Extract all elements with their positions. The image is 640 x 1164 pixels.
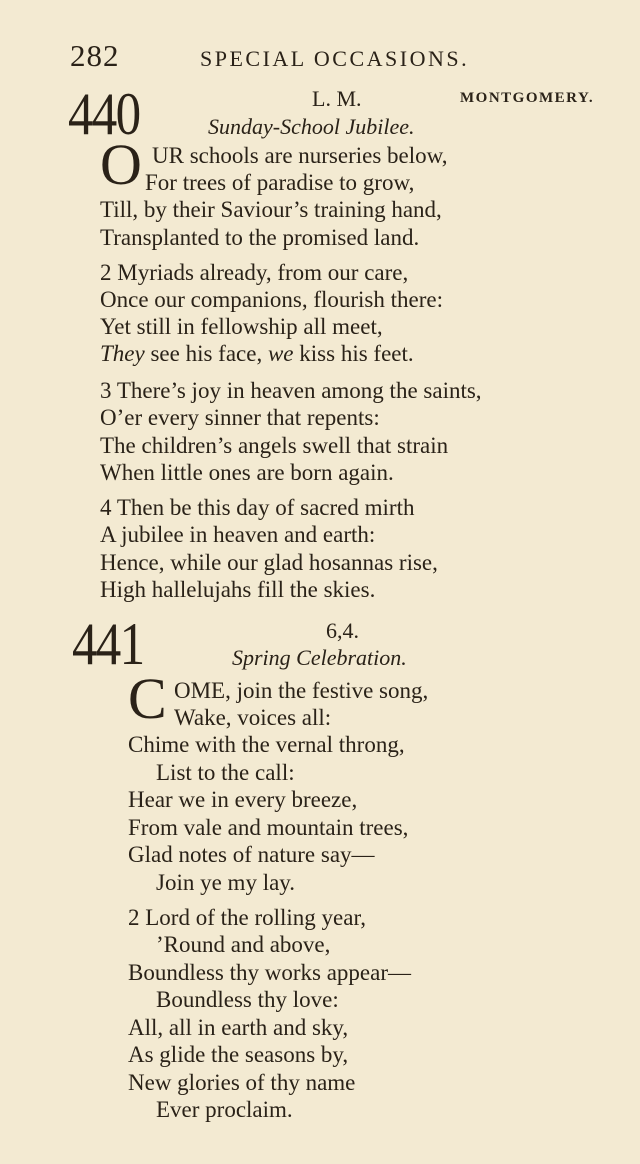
hymn-meter: 6,4. [326, 618, 359, 643]
verse-line: Join ye my lay. [156, 870, 296, 895]
verse-line: Once our companions, flourish there: [100, 287, 443, 312]
verse-line: Hear we in every breeze, [128, 787, 358, 812]
verse-line: OME, join the festive song, [174, 678, 429, 703]
hymn-title: Sunday-School Jubilee. [208, 114, 415, 139]
verse-line: Boundless thy works appear— [128, 960, 411, 985]
verse-line: Ever proclaim. [156, 1097, 293, 1122]
italic-word: They [100, 341, 145, 366]
verse-line: 4 Then be this day of sacred mirth [100, 495, 415, 520]
hymn-title: Spring Celebration. [232, 645, 407, 670]
verse-line: Transplanted to the promised land. [100, 225, 420, 250]
verse-line: 2 Myriads already, from our care, [100, 260, 409, 285]
verse-line: For trees of paradise to grow, [145, 170, 415, 195]
hymn-number: 441 [72, 611, 144, 677]
drop-cap: C [128, 666, 167, 731]
verse-text: see his face, [144, 341, 268, 366]
verse-line: High hallelujahs fill the skies. [100, 577, 376, 602]
hymn-number: 440 [68, 81, 140, 147]
verse-line: Hence, while our glad hosannas rise, [100, 550, 438, 575]
verse-line: UR schools are nurseries below, [152, 143, 448, 168]
hymn-meter: L. M. [312, 86, 362, 111]
verse-line: List to the call: [156, 760, 295, 785]
verse-line: Chime with the vernal throng, [128, 732, 405, 757]
hymn-tune: MONTGOMERY. [460, 90, 595, 106]
verse-line: Glad notes of nature say— [128, 842, 375, 867]
verse-line: Wake, voices all: [174, 705, 332, 730]
verse-line: All, all in earth and sky, [128, 1015, 349, 1040]
drop-cap: O [100, 132, 142, 197]
verse-line [100, 342, 414, 365]
verse-text: kiss his feet. [293, 341, 414, 366]
verse-line: 3 There’s joy in heaven among the saints, [100, 378, 482, 403]
verse-line: Till, by their Saviour’s training hand, [100, 197, 442, 222]
verse-line: From vale and mountain trees, [128, 815, 409, 840]
verse-line: As glide the seasons by, [128, 1042, 349, 1067]
verse-line: Yet still in fellowship all meet, [100, 314, 383, 339]
italic-word: we [267, 341, 294, 366]
verse-line: New glories of thy name [128, 1070, 356, 1095]
section-title: SPECIAL OCCASIONS. [200, 46, 470, 71]
verse-line: 2 Lord of the rolling year, [128, 905, 366, 930]
verse-line: ’Round and above, [156, 932, 331, 957]
page-number: 282 [70, 38, 120, 73]
verse-line: Boundless thy love: [156, 987, 339, 1012]
verse-line: The children’s angels swell that strain [100, 433, 449, 458]
verse-line: When little ones are born again. [100, 460, 394, 485]
verse-line: A jubilee in heaven and earth: [100, 522, 376, 547]
running-head [70, 38, 620, 72]
verse-line: O’er every sinner that repents: [100, 405, 380, 430]
